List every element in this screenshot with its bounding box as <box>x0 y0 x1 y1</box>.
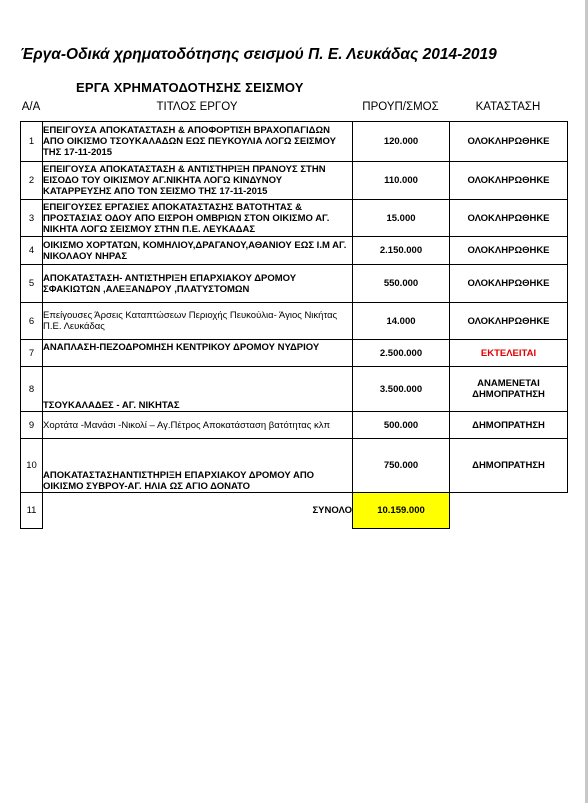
row-num: 9 <box>21 412 43 439</box>
row-num: 1 <box>21 122 43 162</box>
row-num: 11 <box>21 493 43 529</box>
row-status: ΟΛΟΚΛΗΡΩΘΗΚΕ <box>450 162 568 200</box>
row-num: 10 <box>21 439 43 493</box>
row-status: ΔΗΜΟΠΡΑΤΗΣΗ <box>450 412 568 439</box>
table-row <box>21 367 568 412</box>
row-budget: 14.000 <box>353 303 450 340</box>
row-num: 8 <box>21 367 43 412</box>
row-num: 3 <box>21 200 43 237</box>
row-title: Επείγουσες Άρσεις Καταπτώσεων Περιοχής Πευκούλια- Άγιος Νικήτας Π.Ε. Λευκάδας <box>43 303 353 340</box>
empty-cell <box>450 493 568 529</box>
row-budget: 2.150.000 <box>353 237 450 265</box>
row-budget: 3.500.000 <box>353 367 450 412</box>
row-budget: 110.000 <box>353 162 450 200</box>
total-row <box>21 493 568 529</box>
row-budget: 550.000 <box>353 265 450 303</box>
row-status: ΟΛΟΚΛΗΡΩΘΗΚΕ <box>450 303 568 340</box>
row-num: 6 <box>21 303 43 340</box>
section-title: ΕΡΓΑ ΧΡΗΜΑΤΟΔΟΤΗΣΗΣ ΣΕΙΣΜΟΥ <box>76 80 304 95</box>
table-row <box>21 340 568 367</box>
table-row <box>21 200 568 237</box>
row-num: 4 <box>21 237 43 265</box>
row-num: 5 <box>21 265 43 303</box>
row-budget: 750.000 <box>353 439 450 493</box>
header-num: Α/Α <box>21 101 41 113</box>
table-row <box>21 439 568 493</box>
table-row <box>21 162 568 200</box>
row-title: Χορτάτα -Μανάσι -Νικολί – Αγ.Πέτρος Αποκατάσταση βατότητας κλπ <box>43 412 353 439</box>
total-label: ΣΥΝΟΛΟ <box>312 505 352 517</box>
row-num: 2 <box>21 162 43 200</box>
row-status: ΟΛΟΚΛΗΡΩΘΗΚΕ <box>450 237 568 265</box>
row-budget: 120.000 <box>353 122 450 162</box>
row-budget: 15.000 <box>353 200 450 237</box>
row-budget: 2.500.000 <box>353 340 450 367</box>
table-row <box>21 265 568 303</box>
table-row <box>21 412 568 439</box>
header-budget: ΠΡΟΥΠ/ΣΜΟΣ <box>362 101 439 113</box>
row-title: ΟΙΚΙΣΜΟ ΧΟΡΤΑΤΩΝ, ΚΟΜΗΛΙΟΥ,ΔΡΑΓΑΝΟΥ,ΑΘΑΝΙΟΥ ΕΩΣ Ι.Μ ΑΓ. ΝΙΚΟΛΑΟΥ ΝΗΡΑΣ <box>43 237 353 265</box>
row-status: ΟΛΟΚΛΗΡΩΘΗΚΕ <box>450 265 568 303</box>
row-status: ΕΚΤΕΛΕΙΤΑΙ <box>450 340 568 367</box>
row-status: ΟΛΟΚΛΗΡΩΘΗΚΕ <box>450 122 568 162</box>
projects-table <box>20 121 568 529</box>
row-title: ΑΠΟΚΑΤΑΣΤΑΣΗ- ΑΝΤΙΣΤΗΡΙΞΗ ΕΠΑΡΧΙΑΚΟΥ ΔΡΟΜΟΥ ΣΦΑΚΙΩΤΩΝ ,ΑΛΕΞΑΝΔΡΟΥ ,ΠΛΑΤΥΣΤΟΜΩΝ <box>43 265 353 303</box>
row-budget: 500.000 <box>353 412 450 439</box>
row-title: ΑΝΑΠΛΑΣΗ-ΠΕΖΟΔΡΟΜΗΣΗ ΚΕΝΤΡΙΚΟΥ ΔΡΟΜΟΥ ΝΥΔΡΙΟΥ <box>43 340 353 367</box>
total-value: 10.159.000 <box>353 493 450 529</box>
row-status: ΑΝΑΜΕΝΕΤΑΙ ΔΗΜΟΠΡΑΤΗΣΗ <box>450 367 568 412</box>
row-title: ΕΠΕΙΓΟΥΣΑ ΑΠΟΚΑΤΑΣΤΑΣΗ & ΑΠΟΦΟΡΤΙΣΗ ΒΡΑΧΟΠΑΓΙΔΩΝ ΑΠΟ ΟΙΚΙΣΜΟ ΤΣΟΥΚΑΛΑΔΩΝ ΕΩΣ ΠΕΥΚΟΥΛΙΑ ΛΟΓΩ ΣΕΙΣΜΟΥ ΤΗΣ 17-11-2015 <box>43 122 353 162</box>
row-title: ΕΠΕΙΓΟΥΣΕΣ ΕΡΓΑΣΙΕΣ ΑΠΟΚΑΤΑΣΤΑΣΗΣ ΒΑΤΟΤΗΤΑΣ & ΠΡΟΣΤΑΣΙΑΣ ΟΔΟΥ ΑΠΟ ΕΙΣΡΟΗ ΟΜΒΡΙΩΝ ΣΤΟΝ ΟΙΚΙΣΜΟ ΑΓ. ΝΙΚΗΤΑ ΛΟΓΩ ΣΕΙΣΜΟΥ ΣΤΗΝ Π.Ε. ΛΕΥΚΑΔΑΣ <box>43 200 353 237</box>
row-status: ΟΛΟΚΛΗΡΩΘΗΚΕ <box>450 200 568 237</box>
row-title: ΤΣΟΥΚΑΛΑΔΕΣ - ΑΓ. ΝΙΚΗΤΑΣ <box>43 367 353 412</box>
row-num: 7 <box>21 340 43 367</box>
document-title: Έργα-Οδικά χρηματοδότησης σεισμού Π. Ε. Λευκάδας 2014-2019 <box>20 46 497 63</box>
row-title: ΑΠΟΚΑΤΑΣΤΑΣΗΑΝΤΙΣΤΗΡΙΞΗ ΕΠΑΡΧΙΑΚΟΥ ΔΡΟΜΟΥ ΑΠΟ ΟΙΚΙΣΜΟ ΣΥΒΡΟΥ-ΑΓ. ΗΛΙΑ ΩΣ ΑΓΙΟ ΔΟΝΑΤΟ <box>43 439 353 493</box>
table-row <box>21 303 568 340</box>
header-title: ΤΙΤΛΟΣ ΕΡΓΟΥ <box>156 101 238 113</box>
header-status: ΚΑΤΑΣΤΑΣΗ <box>475 101 541 113</box>
row-status: ΔΗΜΟΠΡΑΤΗΣΗ <box>450 439 568 493</box>
row-title: ΕΠΕΙΓΟΥΣΑ ΑΠΟΚΑΤΑΣΤΑΣΗ & ΑΝΤΙΣΤΗΡΙΞΗ ΠΡΑΝΟΥΣ ΣΤΗΝ ΕΙΣΟΔΟ ΤΟΥ ΟΙΚΙΣΜΟΥ ΑΓ.ΝΙΚΗΤΑ ΛΟΓΩ ΚΙΝΔΥΝΟΥ ΚΑΤΑΡΡΕΥΣΗΣ ΑΠΟ ΤΟΝ ΣΕΙΣΜΟ ΤΗΣ 17-11-2015 <box>43 162 353 200</box>
table-row <box>21 237 568 265</box>
table-row <box>21 122 568 162</box>
